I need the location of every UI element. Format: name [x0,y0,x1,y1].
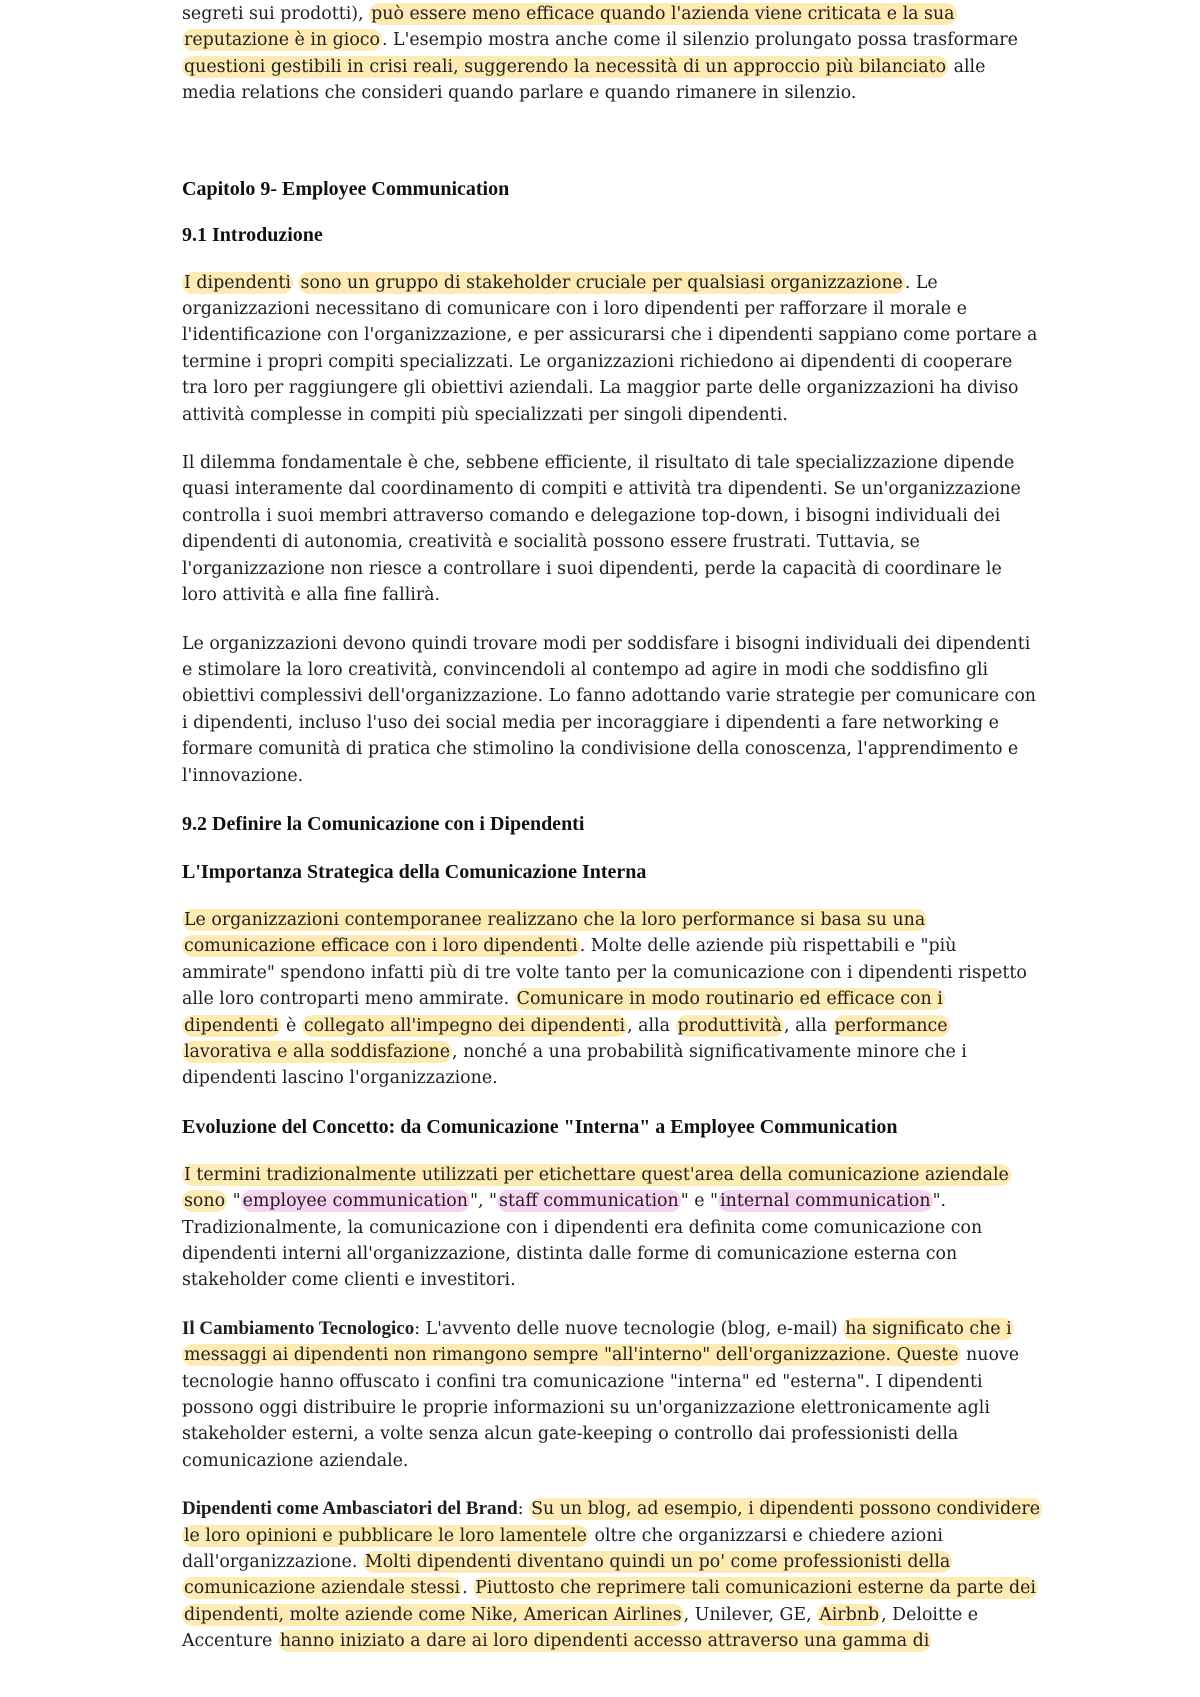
highlight-yellow: collegato all'impegno dei dipendenti [303,1015,626,1036]
text-run: : L'avvento delle nuove tecnologie (blog, e-mail) [414,1318,844,1339]
text-run: , Unilever, GE, [683,1604,818,1625]
highlight-yellow: performance lavorativa e alla soddisfazione [184,1015,948,1062]
highlight-yellow: I dipendenti [184,272,291,293]
subheading: L'Importanza Strategica della Comunicazione Interna [182,860,647,883]
highlight-yellow: I termini tradizionalmente utilizzati per etichettare quest'area della comunicazione aziendale sono [184,1164,1009,1212]
paragraph [182,1316,1040,1474]
highlight-yellow: Molti dipendenti diventano quindi un po' come professionisti della comunicazione aziendale stessi [184,1552,951,1599]
highlight-yellow: hanno iniziato a dare ai loro dipendenti accesso attraverso una gamma di [279,1631,930,1652]
paragraph [182,270,1040,428]
text-run: , nonché a una probabilità significativamente minore che i dipendenti lascino l'organizzazione. [182,1041,967,1089]
text-run: è [280,1015,302,1036]
text-run: ". Tradizionalmente, la comunicazione con i dipendenti era definita come comunicazione con dipendenti interni all'organizzazione, distinta dalle forme di comunicazione esterna con stakeholder come clienti e investitori. [182,1191,983,1291]
paragraph [182,1496,1040,1654]
paragraph: Le organizzazioni devono quindi trovare modi per soddisfare i bisogni individuali dei dipendenti e stimolare la loro creatività, convincendoli al contempo ad agire in modi che soddisfino gli obiettivi complessivi dell'organizzazione. Lo fanno adottando varie strategie per comunicare con i dipendenti, incluso l'uso dei social media per incoraggiare i dipendenti a fare networking e formare comunità di pratica che stimolino la condivisione della conoscenza, l'apprendimento e l'innovazione. [182,633,1036,786]
bold-lead: Il Cambiamento Tecnologico [182,1317,415,1339]
text-run: . L'esempio mostra anche come il silenzio prolungato possa trasformare [382,30,1018,51]
highlight-yellow: Le organizzazioni contemporanee realizzano che la loro performance si basa su una comunicazione efficace con i loro dipendenti [184,909,926,957]
bold-lead: Dipendenti come Ambasciatori del Brand [182,1498,518,1520]
highlight-pink: staff communication [499,1191,679,1212]
text-run: . [462,1578,474,1599]
highlight-yellow: sono un gruppo di stakeholder cruciale per qualsiasi organizzazione [300,272,903,293]
text-run: : [517,1499,530,1520]
highlight-pink: employee communication [242,1191,468,1212]
text-run: segreti sui prodotti), [182,4,370,24]
subheading: Evoluzione del Concetto: da Comunicazione "Interna" a Employee Communication [182,1115,898,1138]
intro-paragraph [182,1,1040,107]
paragraph [182,1162,1040,1294]
paragraph: Il dilemma fondamentale è che, sebbene efficiente, il risultato di tale specializzazione dipende quasi interamente dal coordinamento di compiti e attività tra dipendenti. Se un'organizzazione controlla i suoi membri attraverso comando e delegazione top-down, i bisogni individuali dei dipendenti di autonomia, creatività e socialità possono essere frustrati. Tuttavia, se l'organizzazione non riesce a controllare i suoi dipendenti, perde la capacità di coordinare le loro attività e alla fine fallirà. [182,453,1021,606]
highlight-yellow: Su un blog, ad esempio, i dipendenti possono condividere le loro opinioni e pubblicare le loro lamentele [184,1499,1040,1546]
highlight-yellow: Comunicare in modo routinario ed efficace con i dipendenti [184,989,943,1036]
section-heading-9-1: 9.1 Introduzione [182,223,323,246]
text-run: nuove tecnologie hanno offuscato i confini tra comunicazione "interna" ed "esterna". I dipendenti possono oggi distribuire le proprie informazioni su un'organizzazione elettronicamente agli stakeholder esterni, a volte senza alcun gate-keeping o controllo dai professionisti della comunicazione aziendale. [182,1345,1020,1471]
chapter-title: Capitolo 9- Employee Communication [182,177,510,200]
highlight-yellow: ha significato che i messaggi ai dipendenti non rimangono sempre "all'interno" dell'organizzazione. Queste [184,1318,1012,1366]
text-run: . Le organizzazioni necessitano di comunicare con i loro dipendenti per rafforzare il morale e l'identificazione con l'organizzazione, e per assicurarsi che i dipendenti sappiano come portare a termine i propri compiti specializzati. Le organizzazioni richiedono ai dipendenti di cooperare tra loro per raggiungere gli obiettivi aziendali. La maggior parte delle organizzazioni ha diviso attività complesse in compiti più specializzati per singoli dipendenti. [182,272,1038,425]
text-run: " e " [680,1191,719,1212]
text-run: , alla [784,1015,833,1036]
highlight-pink: internal communication [720,1191,931,1212]
paragraph [182,907,1040,1092]
text-run: oltre che organizzarsi e chiedere azioni dall'organizzazione. [182,1525,943,1573]
text-run: alle media relations che consideri quando parlare e quando rimanere in silenzio. [182,56,986,104]
highlight-yellow: questioni gestibili in crisi reali, suggerendo la necessità di un approccio più bilanciato [184,56,947,77]
text-run: , Deloitte e Accenture [182,1604,979,1652]
text-run: . Molte delle aziende più rispettabili e "più ammirate" spendono infatti più di tre volte tanto per la comunicazione con i dipendenti rispetto alle loro controparti meno ammirate. [182,936,1027,1010]
text-run: " [227,1191,241,1212]
highlight-yellow: può essere meno efficace quando l'azienda viene criticata e la sua reputazione è in gioco [184,4,955,51]
highlight-yellow: Airbnb [819,1604,880,1625]
text-run: ", " [469,1191,498,1212]
section-heading-9-2: 9.2 Definire la Comunicazione con i Dipendenti [182,812,585,835]
highlight-yellow: produttività [677,1015,783,1036]
highlight-yellow: Piuttosto che reprimere tali comunicazioni esterne da parte dei dipendenti, molte aziende come Nike, American Airlines [184,1578,1036,1625]
text-run: , alla [627,1015,676,1036]
